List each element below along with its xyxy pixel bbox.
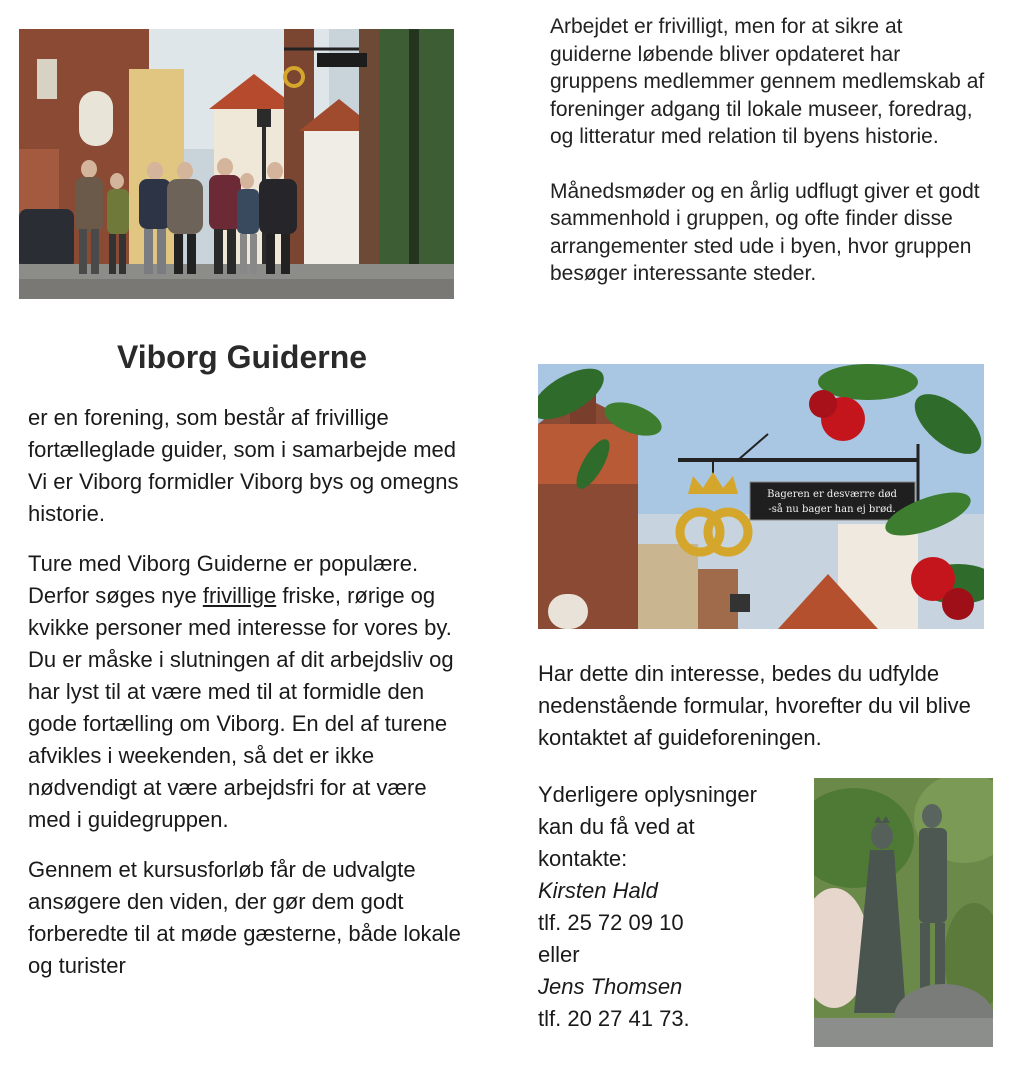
contact-line-3: kontakte: — [538, 846, 628, 871]
meetings-paragraph: Månedsmøder og en årlig udflugt giver et godt sammenhold i gruppen, og ofte finder disse arrangementer sted ude i byen, hvor gruppen besøger interessante steder. — [550, 179, 980, 285]
statue-photo — [814, 778, 993, 1047]
intro-paragraph: er en forening, som består af frivillige fortælleglade guider, som i samarbejde med Vi er Viborg formidler Viborg bys og omegns historie. — [28, 405, 459, 526]
contact-or: eller — [538, 942, 580, 967]
course-paragraph: Gennem et kursusforløb får de udvalgte ansøgere den viden, der gør dem godt forberedte til at møde gæsterne, både lokale og turister — [28, 857, 461, 978]
contact-name-1: Kirsten Hald — [538, 878, 658, 903]
sign-text-line1: Bageren er desværre død — [767, 489, 897, 500]
worklife-paragraph: Du er måske i slutningen af dit arbejdsliv og har lyst til at være med til at formidle den gode fortælling om Viborg. En del af turene afvikles i weekenden, så det er ikke nødvendigt at være arbejdsfri for at være med i guidegruppen. — [28, 647, 454, 832]
page-title: Viborg Guiderne — [116, 339, 368, 375]
volunteer-link[interactable]: frivillige — [202, 583, 277, 608]
contact-line-2: kan du få ved at — [538, 814, 695, 839]
recruitment-text-after: friske, rørige og kvikke personer med interesse for vores by. — [28, 583, 452, 640]
contact-name-2: Jens Thomsen — [538, 974, 683, 999]
recruitment-paragraph — [28, 548, 468, 644]
interest-paragraph: Har dette din interesse, bedes du udfylde nedenstående formular, hvorefter du vil blive kontaktet af guideforeningen. — [538, 661, 971, 750]
contact-phone-2: tlf. 20 27 41 73. — [538, 1006, 690, 1031]
contact-phone-1: tlf. 25 72 09 10 — [538, 910, 684, 935]
sign-text-line2: -så nu bager han ej brød. — [768, 504, 896, 515]
volunteer-info-paragraph: Arbejdet er frivilligt, men for at sikre at guiderne løbende bliver opdateret har gruppens medlemmer gennem medlemskab af foreninger adgang til lokale museer, foredrag, og litteratur med relation til byens historie. — [550, 15, 985, 148]
contact-line-1: Yderligere oplysninger — [538, 782, 757, 807]
recruitment-text-before: Ture med Viborg Guiderne er populære. Derfor søges nye — [28, 551, 419, 608]
contact-block — [538, 779, 808, 1035]
right-top-text — [550, 13, 990, 288]
left-text-column — [28, 402, 468, 982]
guides-street-photo — [19, 29, 454, 299]
bakery-sign-photo — [538, 364, 984, 629]
